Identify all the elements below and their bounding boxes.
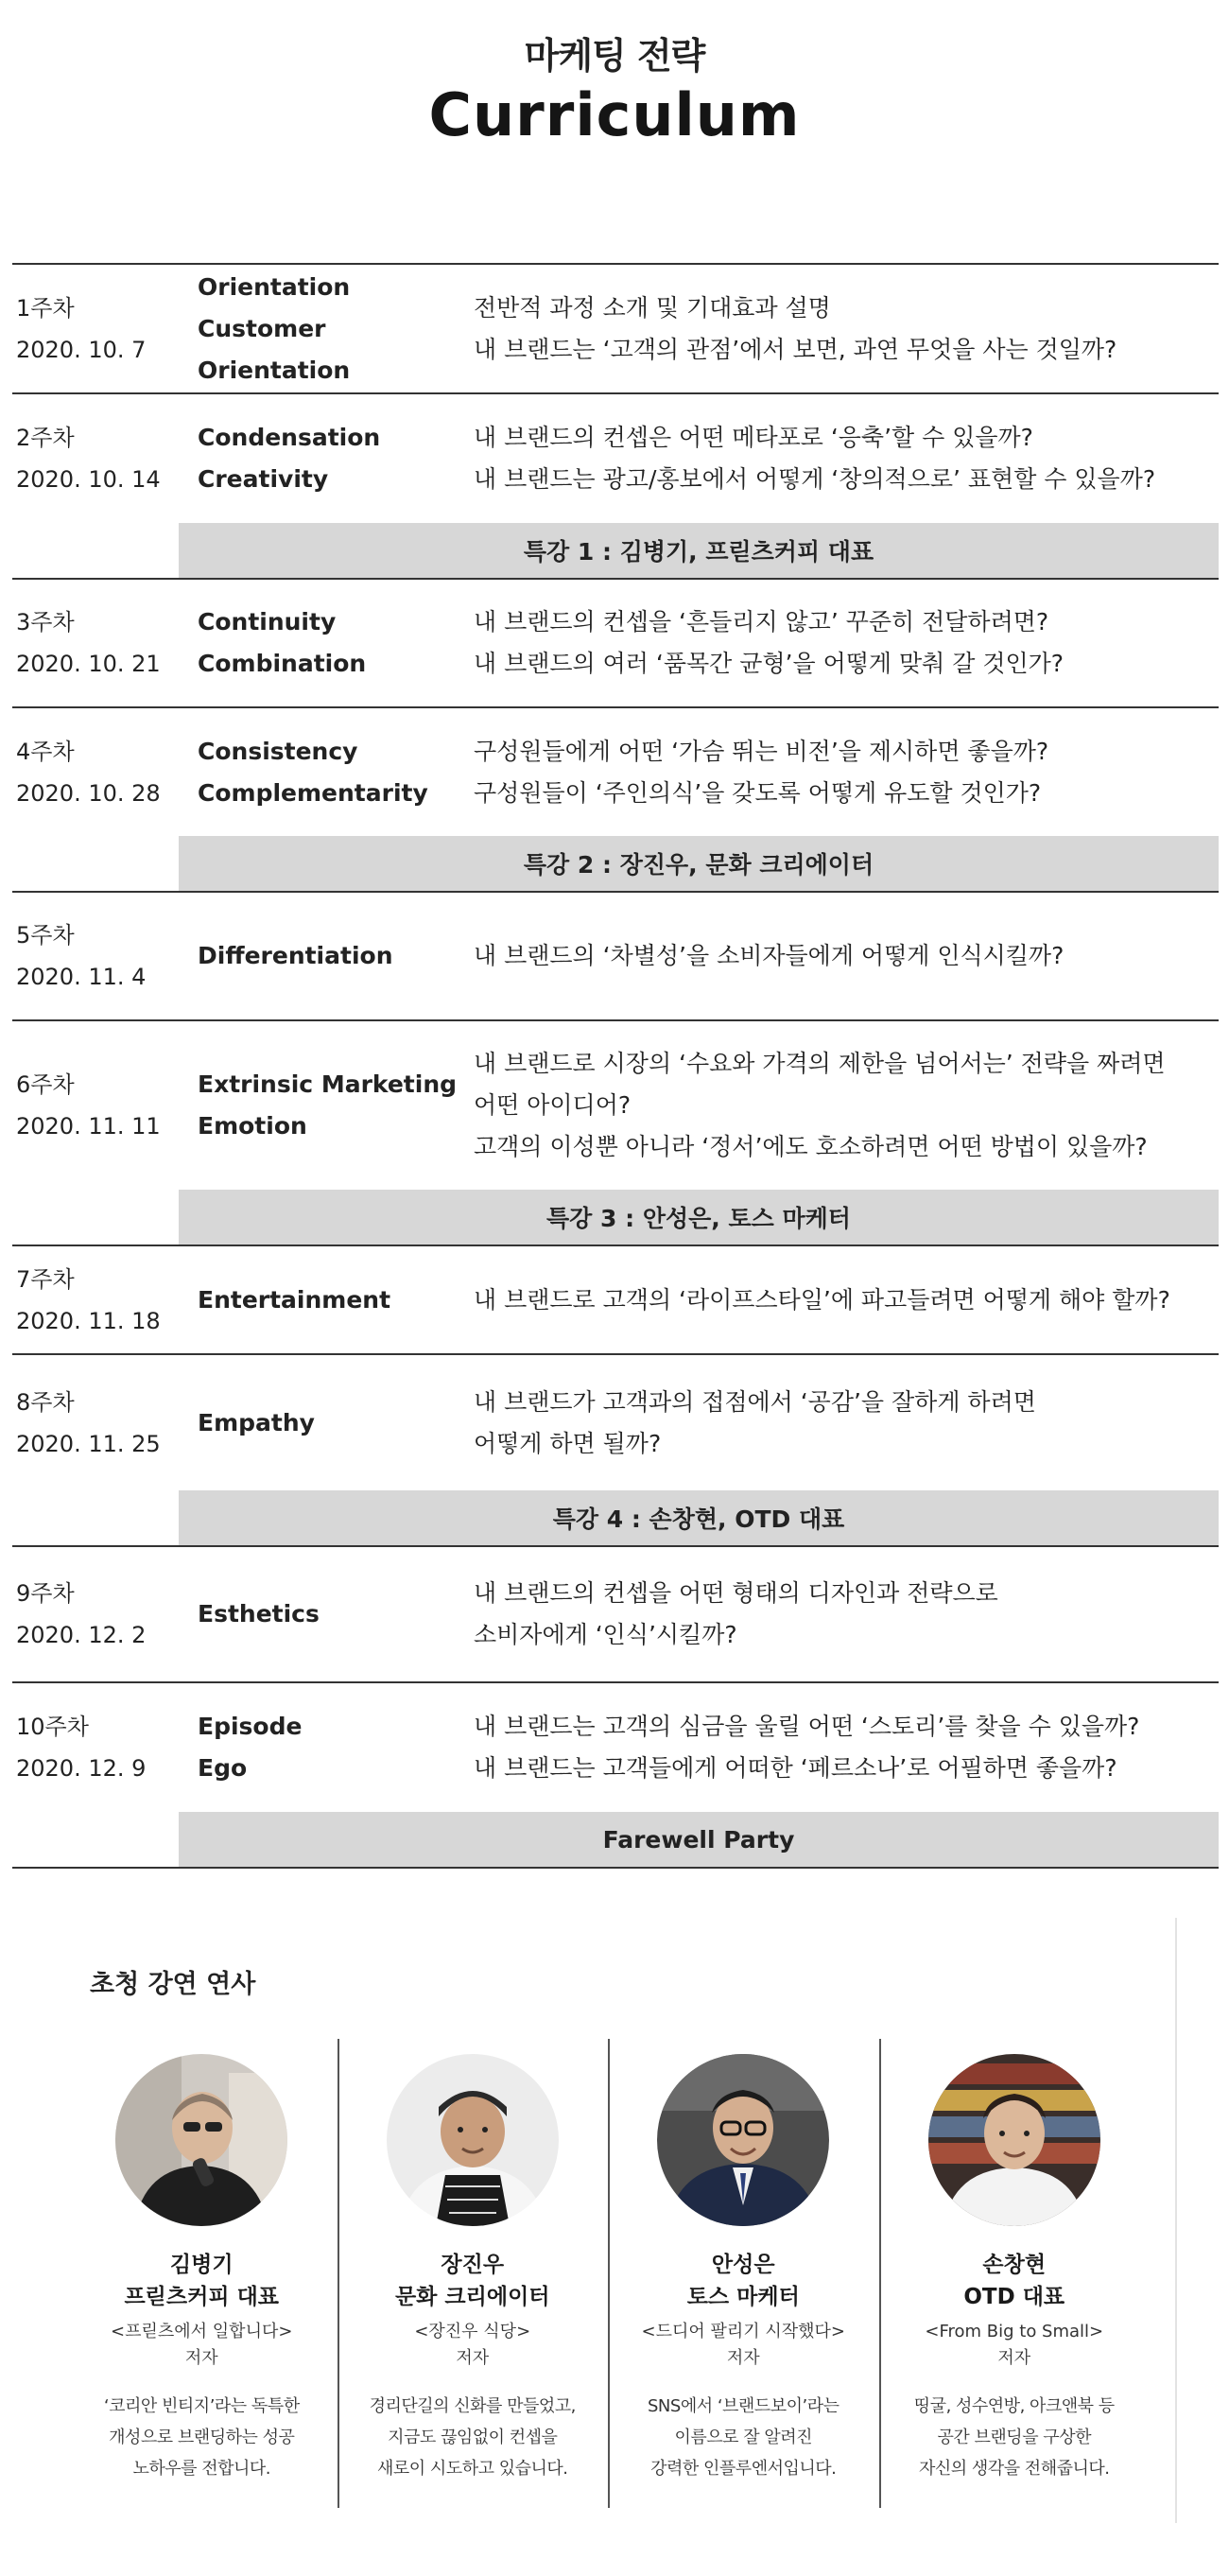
week-number: 9주차 [16,1580,75,1607]
topic: Customer Orientation [198,314,351,384]
week-label-cell [12,287,198,371]
speaker-photo [387,2054,559,2226]
topic: Differentiation [198,942,393,969]
description-line: 개성으로 브랜딩하는 성공 [109,2428,295,2447]
question: 내 브랜드의 컨셉은 어떤 메타포로 ‘응축’할 수 있을까? [474,424,1033,451]
topic: Combination [198,650,367,677]
topic: Extrinsic Marketing [198,1070,458,1098]
topic: Empathy [198,1408,315,1436]
question-cell [474,417,1219,500]
speaker-description [879,2391,1151,2484]
question: 내 브랜드는 고객의 심금을 울릴 어떤 ‘스토리’를 찾을 수 있을까? [474,1713,1140,1740]
topic-cell [198,1402,474,1444]
question: 내 브랜드의 ‘차별성’을 소비자들에게 어떻게 인식시킬까? [474,942,1065,969]
topic: Creativity [198,465,329,493]
speaker-role: 문화 크리에이터 [394,2285,550,2309]
speaker-name: 김병기 [169,2253,234,2277]
speaker-card [338,2031,609,2504]
question-cell [474,731,1219,814]
week-row-1 [12,265,1219,394]
question-cell [474,287,1219,371]
topic: Episode [198,1713,303,1740]
question-cell [474,1279,1219,1321]
topic: Emotion [198,1112,307,1140]
speaker-author-label: 저자 [184,2348,218,2368]
speakers-title: 초청 강연 연사 [90,1970,256,1999]
question: 내 브랜드는 고객들에게 어떠한 ‘페르소나’로 어필하면 좋을까? [474,1754,1117,1782]
week-row-4 [12,708,1219,893]
speaker-book: <프릳츠에서 일합니다> [111,2322,293,2341]
week-label-cell [12,731,198,814]
week-label-cell [12,1573,198,1656]
week-date: 2020. 10. 7 [16,336,147,363]
speaker-portrait-icon [928,2054,1100,2226]
topic-cell [198,267,474,392]
question-cell [474,1043,1219,1168]
description-line: 새로이 시도하고 있습니다. [377,2459,568,2479]
question-cell [474,1382,1219,1465]
topic: Condensation [198,424,381,451]
week-date: 2020. 10. 28 [16,779,161,807]
week-date: 2020. 11. 4 [16,964,147,990]
week-label-cell [12,417,198,500]
week-date: 2020. 10. 21 [16,651,161,677]
topic: Continuity [198,608,337,635]
week-row-3 [12,580,1219,708]
week-row-9 [12,1547,1219,1683]
speaker-portrait-icon [657,2054,829,2226]
question: 고객의 이성뿐 아니라 ‘정서’에도 호소하려면 어떤 방법이 있을까? [474,1133,1148,1160]
topic-cell [198,417,474,500]
topic: Ego [198,1754,248,1782]
speaker-role: OTD 대표 [963,2285,1065,2309]
description-line: 이름으로 잘 알려진 [674,2428,813,2447]
question: 내 브랜드의 여러 ‘품목간 균형’을 어떻게 맞춰 갈 것인가? [474,650,1065,677]
week-number: 7주차 [16,1265,75,1293]
description-line: 노하우를 전합니다. [132,2459,271,2479]
speaker-portrait-icon [115,2054,287,2226]
section-divider [1175,1918,1177,2523]
question: 내 브랜드로 시장의 ‘수요와 가격의 제한을 넘어서는’ 전략을 짜려면 [474,1050,1166,1077]
speaker-portrait-icon [387,2054,559,2226]
question: 구성원들에게 어떤 ‘가슴 뛰는 비전’을 제시하면 좋을까? [474,737,1049,765]
topic: Entertainment [198,1285,391,1314]
week-number: 8주차 [16,1388,75,1416]
week-date: 2020. 11. 18 [16,1307,161,1334]
speaker-card [66,2031,338,2504]
speaker-photo [657,2054,829,2226]
description-line: 경리단길의 신화를 만들었고, [369,2396,576,2416]
description-line: 공간 브랜딩을 구상한 [937,2428,1091,2447]
week-number: 2주차 [16,425,75,451]
week-date: 2020. 11. 25 [16,1430,161,1457]
question: 내 브랜드는 광고/홍보에서 어떻게 ‘창의적으로’ 표현할 수 있을까? [474,465,1156,493]
speaker-card [879,2031,1151,2504]
speaker-role: 토스 마케터 [686,2285,800,2309]
question: 내 브랜드는 ‘고객의 관점’에서 보면, 과연 무엇을 사는 것일까? [474,335,1117,363]
title-english: Curriculum [428,80,801,149]
topic-cell [198,1593,474,1635]
special-lecture-bar: Farewell Party [179,1812,1219,1867]
topic-cell [198,731,474,814]
question: 내 브랜드의 컨셉을 ‘흔들리지 않고’ 꾸준히 전달하려면? [474,608,1049,635]
speaker-author-label: 저자 [726,2348,760,2368]
question: 내 브랜드로 고객의 ‘라이프스타일’에 파고들려면 어떻게 해야 할까? [474,1285,1170,1314]
speaker-description [338,2391,609,2484]
week-date: 2020. 12. 2 [16,1622,147,1648]
week-label-cell [12,1706,198,1789]
topic-cell [198,601,474,685]
week-number: 6주차 [16,1071,75,1098]
week-row-6 [12,1021,1219,1246]
week-label-cell [12,1259,198,1342]
description-line: 지금도 끊임없이 컨셉을 [388,2428,558,2447]
description-line: 강력한 인플루엔서입니다. [650,2459,837,2479]
speaker-description [66,2391,338,2484]
question: 어떤 아이디어? [474,1091,632,1119]
topic: Complementarity [198,778,428,807]
question: 내 브랜드의 컨셉을 어떤 형태의 디자인과 전략으로 [474,1579,998,1607]
speaker-author-label: 저자 [997,2348,1031,2368]
speaker-photo [928,2054,1100,2226]
week-row-2 [12,394,1219,580]
description-line: 띵굴, 성수연방, 아크앤북 등 [913,2396,1115,2416]
speaker-name: 장진우 [441,2253,505,2277]
week-label-cell [12,914,198,998]
topic-cell [198,1064,474,1147]
description-line: ‘코리안 빈티지’라는 독특한 [103,2396,300,2416]
question: 내 브랜드가 고객과의 접점에서 ‘공감’을 잘하게 하려면 [474,1387,1036,1416]
week-number: 3주차 [16,609,75,635]
question-cell [474,1706,1219,1789]
speaker-photo [115,2054,287,2226]
speaker-name: 안성은 [711,2253,775,2277]
week-row-8 [12,1355,1219,1547]
question-cell [474,935,1219,977]
question: 어떻게 하면 될까? [474,1429,662,1457]
topic-cell [198,935,474,977]
question-cell [474,1573,1219,1656]
speaker-name: 손창현 [982,2253,1047,2277]
week-date: 2020. 12. 9 [16,1755,147,1782]
title-korean: 마케팅 전략 [524,35,705,77]
week-date: 2020. 10. 14 [16,466,161,493]
speaker-book: <장진우 식당> [414,2322,531,2341]
curriculum-table [12,263,1219,1869]
special-lecture-bar: 특강 2 : 장진우, 문화 크리에이터 [179,836,1219,891]
question: 소비자에게 ‘인식’시킬까? [474,1621,737,1648]
question: 전반적 과정 소개 및 기대효과 설명 [474,293,831,322]
description-line: SNS에서 ‘브랜드보이’라는 [648,2396,840,2416]
topic: Esthetics [198,1600,320,1627]
speaker-book: <드디어 팔리기 시작했다> [641,2322,845,2341]
speaker-role: 프릳츠커피 대표 [124,2285,280,2309]
topic-cell [198,1706,474,1789]
week-number: 10주차 [16,1714,89,1740]
week-number: 5주차 [16,922,75,949]
special-lecture-bar: 특강 3 : 안성은, 토스 마케터 [179,1190,1219,1244]
week-row-10 [12,1683,1219,1869]
week-row-5 [12,893,1219,1021]
week-number: 1주차 [16,294,75,322]
speaker-description [608,2391,879,2484]
week-label-cell [12,601,198,685]
speaker-author-label: 저자 [456,2348,490,2368]
week-number: 4주차 [16,738,75,765]
topic-cell [198,1279,474,1321]
topic: Consistency [198,737,358,765]
speaker-list [66,2031,1150,2504]
question: 구성원들이 ‘주인의식’을 갖도록 어떻게 유도할 것인가? [474,778,1042,807]
special-lecture-bar: 특강 1 : 김병기, 프릳츠커피 대표 [179,523,1219,578]
topic: Orientation [198,272,351,301]
speaker-book: <From Big to Small> [925,2322,1104,2341]
week-row-7 [12,1246,1219,1355]
speaker-card [608,2031,879,2504]
week-date: 2020. 11. 11 [16,1113,161,1140]
speakers-section [0,1918,1229,2561]
page-header [0,26,1229,149]
description-line: 자신의 생각을 전해줍니다. [919,2459,1110,2479]
special-lecture-bar: 특강 4 : 손창현, OTD 대표 [179,1490,1219,1545]
question-cell [474,601,1219,685]
week-label-cell [12,1382,198,1465]
week-label-cell [12,1064,198,1147]
